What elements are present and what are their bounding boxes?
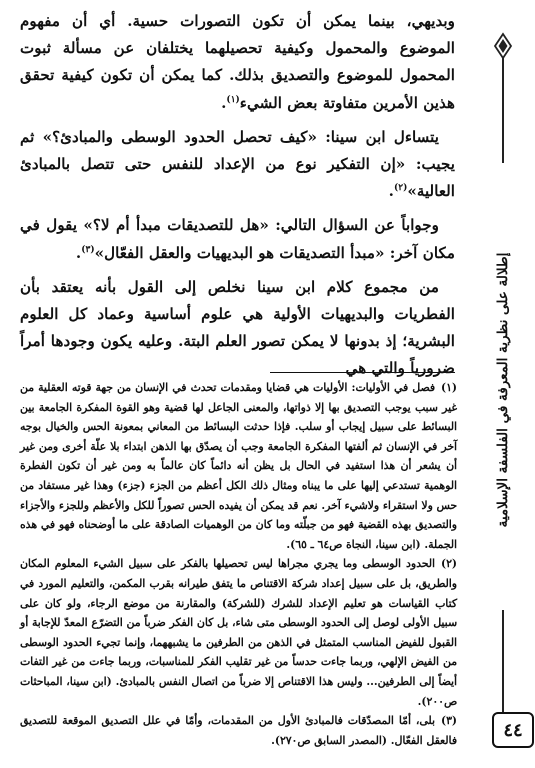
side-rule-bottom (502, 610, 504, 715)
footnote-2-text: الحدود الوسطى وما يجري مجراها ليس تحصيلها بالفكر على سبيل الشيء المعلوم المكان والطريق، بل على سبيل إعداد شركة الاقتناص ما يتفق طيرانه بقرب المكمن، والتعليم المورد في كتاب القياسات هو تعليم الإعداد للشرك (للشركة) والمقارنة من موضع الرجاء، ولو كان على سبيل الأولى لوصل إلى الحدود الوسطى متى شاء، بل كان الفكر ضرباً من التضرّع المعدّ للإجابة أو القبول للفيض المناسب المتمثل في الذهن من الطرفين ما يشبههما، وإنما تجيء الحدود الوسطى من الفيض الإلهي، وربما جاءت حدساً من غير تقليب الفكر للمناسبات، وربما جاءت من غير التفات أيضاً إلى الطرفين... وليس هذا الاقتناص إلا ضرباً من اتصال النفس بالمبادئ. (ابن سينا، المباحثات ص٢٠٠). (20, 557, 457, 708)
footnote-ref-1: (١) (226, 94, 240, 105)
footnotes (20, 378, 457, 750)
paragraph-2-text: يتساءل ابن سينا: «كيف تحصل الحدود الوسطى والمبادئ؟» ثم يجيب: «إن التفكير نوع من الإعداد للنفس حتى تتصل بالمبادئ العالية» (20, 127, 455, 201)
running-title: إطلالة على نظرية المعرفة في الفلسفة الإسلامية (495, 252, 511, 528)
paragraph-3: وجواباً عن السؤال التالي: «هل للتصديقات مبدأ أم لا؟» يقول في مكان آخر: «مبدأ التصديقات هو البديهيات والعقل الفعّال»$^{(٣)}$. (20, 216, 455, 262)
paragraph-4: من مجموع كلام ابن سينا نخلص إلى القول بأنه يعتقد بأن الفطريات والبديهيات الأولية هي علوم أساسية وعماد كل العلوم البشرية؛ إذ بدونها لا يمكن تصور العلم البتة. وعليه يكون وجودها أمراً ضرورياً والتي هي (20, 277, 455, 378)
footnote-3-text: بلى، أمّا المصدّقات فالمبادئ الأول من المقدمات، وأمّا في علل التصديق الموقعة للتصديق فالعقل الفعّال. (المصدر السابق ص٢٧٠). (20, 714, 457, 747)
footnote-divider (270, 372, 455, 373)
ornament-top-icon (491, 32, 515, 68)
footnote-2-number: (٢) (440, 557, 457, 571)
footnote-1-number: (١) (440, 381, 457, 394)
paragraph-3-text: وجواباً عن السؤال التالي: «هل للتصديقات مبدأ أم لا؟» يقول في مكان آخر: «مبدأ التصديقات هو البديهيات والعقل الفعّال» (20, 216, 455, 262)
footnote-ref-2: (٢) (393, 183, 408, 194)
footnote-3-number: (٣) (440, 714, 457, 728)
paragraph-1-text: وبديهي، بينما يمكن أن تكون التصورات حسية. أي أن مفهوم الموضوع والمحمول وكيفية تحصيلهما يختلفان عن مسألة ثبوت المحمول للموضوع والتصديق بذلك. كما يمكن أن تكون كيفية تحقق هذين الأمرين متفاوتة بعض الشيء (20, 12, 455, 112)
footnote-2 (20, 554, 457, 711)
side-band (466, 0, 535, 768)
footnote-1-text: فصل في الأوليات: الأوليات هي قضايا ومقدمات تحدث في الإنسان من جهة قوته العقلية من غير سبب يوجب التصديق بها إلا ذواتها، والمعنى الجاعل لها قضية وهو القوة المفكرة الجامعة بين البسائط على سبيل إيجاب أو سلب. فإذا حدثت البسائط من المعاني بمعونة الحس والخيال بوجه آخر في الإنسان ثم ألفتها المفكرة الجامعة وجب أن يصدّق بها الذهن ابتداء بلا علّة أخرى ومن غير أن يشعر أن هذا استفيد في الحال بل يظن أنه دائماً كان عالماً به ومن غير أن تكون الفطرة الوهمية تستدعي إليها على ما يبناه ومثال ذلك الكل أعظم من الجزء (جزء) وهذا غير مستفاد من حس ولا استقراء ولاشيء آخر. نعم قد يمكن أن يفيده الحس تصوراً للكل والأعظم وللجزء والأجزاء والتصديق بهذه القضية فهو من جبلّته وما كان من الوهميات الصادقة على ما أوضحناه فهو في هذه الجملة. (ابن سينا، النجاة ص٦٤ ـ ٦٥). (20, 381, 457, 551)
footnote-ref-3: (٣) (81, 244, 95, 255)
main-text (20, 8, 455, 383)
paragraph-1: وبديهي، بينما يمكن أن تكون التصورات حسية. أي أن مفهوم الموضوع والمحمول وكيفية تحصيلهما يختلفان عن مسألة ثبوت المحمول للموضوع والتصديق بذلك. كما يمكن أن تكون كيفية تحقق هذين الأمرين متفاوتة بعض الشيء$^{(١)}$. (20, 12, 455, 112)
side-rule-top (502, 68, 504, 163)
paragraph-2: يتساءل ابن سينا: «كيف تحصل الحدود الوسطى والمبادئ؟» ثم يجيب: «إن التفكير نوع من الإعداد للنفس حتى تتصل بالمبادئ العالية»$^{(٢)}$. (20, 127, 455, 201)
page-number: ٤٤ (492, 712, 534, 748)
footnote-1 (20, 378, 457, 554)
footnote-3 (20, 711, 457, 750)
